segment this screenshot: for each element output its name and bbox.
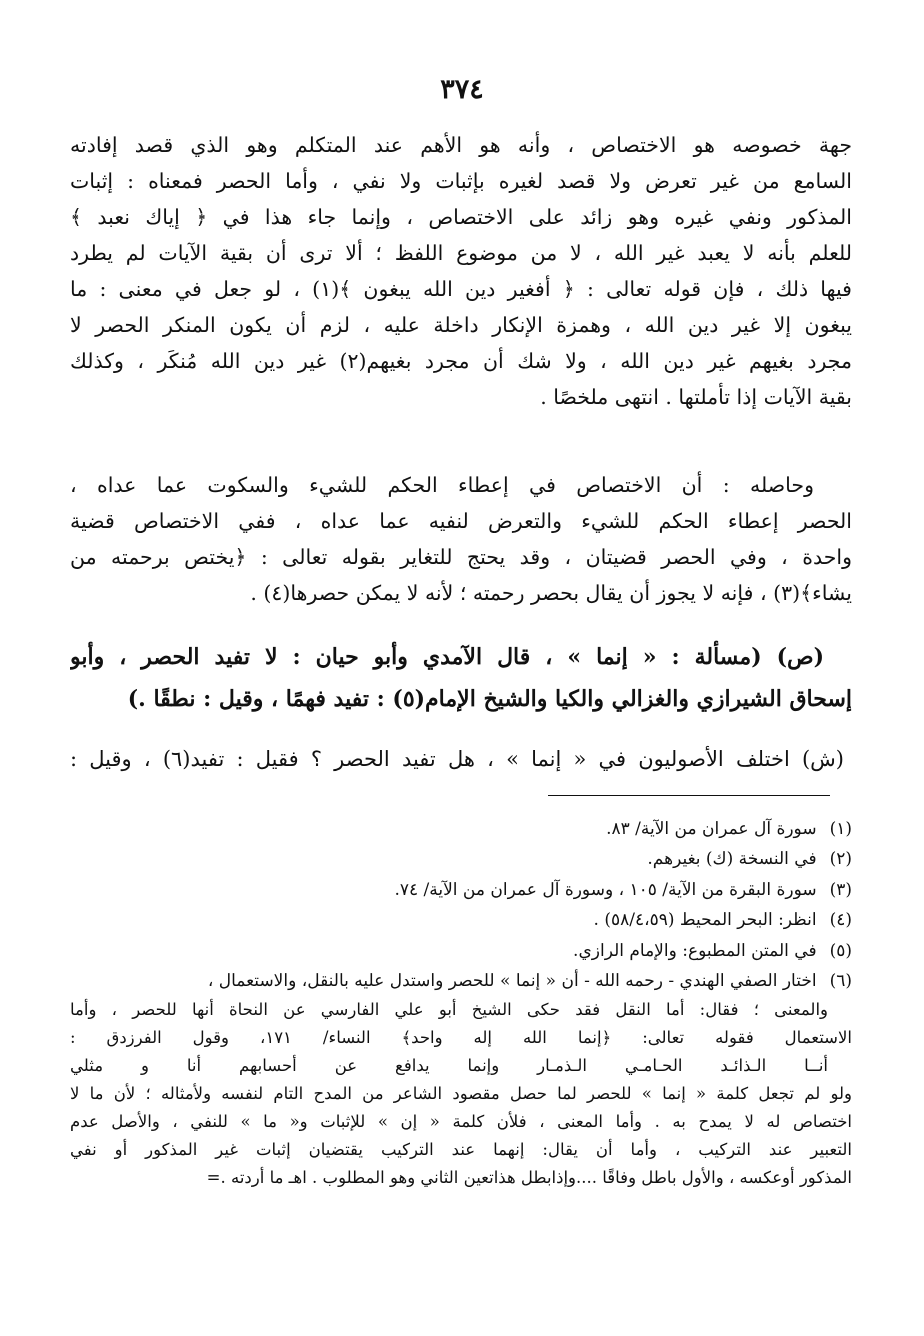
footnote-number: (٦) xyxy=(829,971,852,991)
footnote-continued-line: ولو لم تجعل كلمة « إنما » للحصر لما حصل مقصود الشاعر من المدح التام لنفسه ولأمثاله ؛ لأن ما لا xyxy=(70,1084,852,1103)
masala-line: (ص) (مسألة : « إنما » ، قال الآمدي وأبو حيان : لا تفيد الحصر ، وأبو xyxy=(70,644,824,670)
body-line: بقية الآيات إذا تأملتها . انتهى ملخصًا . xyxy=(540,385,852,409)
footnote-continued-line: اختصاص له لا يمدح به . وأما المعنى ، فلأن كلمة « إن » للإثبات و« ما » للنفي ، والأصل عدم xyxy=(70,1112,852,1131)
body-line: يبغون إلا غير دين الله ، وهمزة الإنكار داخلة عليه ، لزم أن يكون المنكر الحصر لا xyxy=(70,313,852,337)
body-line: المذكور ونفي غيره وهو زائد على الاختصاص ، وإنما جاء هذا في ﴿ إياك نعبد ﴾ xyxy=(70,205,852,229)
summary-line: وحاصله : أن الاختصاص في إعطاء الحكم للشيء والسكوت عما عداه ، xyxy=(70,473,814,497)
footnote-continued-line: التعبير عند التركيب ، وأما أن يقال: إنهما عند التركيب يقتضيان إثبات غير المذكور أو نفي xyxy=(70,1140,852,1159)
masala-line: إسحاق الشيرازي والغزالي والكيا والشيخ الإمام(٥) : تفيد فهمًا ، وقيل : نطقًا .) xyxy=(127,686,852,712)
summary-line: واحدة ، وفي الحصر قضيتان ، وقد يحتج للتغاير بقوله تعالى : ﴿يختص برحمته من xyxy=(70,545,852,569)
body-line: فيها ذلك ، فإن قوله تعالى : ﴿ أفغير دين الله يبغون ﴾(١) ، لو جعل في معنى : ما xyxy=(70,277,852,301)
footnote xyxy=(70,967,852,996)
footnote-separator xyxy=(548,795,830,796)
body-line: جهة خصوصه هو الاختصاص ، وأنه هو الأهم عند المتكلم وهو الذي قصد إفادته xyxy=(70,133,852,157)
footnote-number: (٥) xyxy=(829,941,852,961)
footnote xyxy=(70,845,852,874)
summary-line: الحصر إعطاء الحكم للشيء والتعرض لنفيه عما عداه ، ففي الاختصاص قضية xyxy=(70,509,852,533)
footnote xyxy=(70,906,852,935)
footnote-number: (٣) xyxy=(829,880,852,900)
sharh-line: (ش) اختلف الأصوليون في « إنما » ، هل تفيد الحصر ؟ فقيل : تفيد(٦) ، وقيل : xyxy=(70,747,844,771)
footnote-number: (١) xyxy=(829,819,852,839)
footnote-text: في المتن المطبوع: والإمام الرازي. xyxy=(573,941,817,961)
footnote-number: (٤) xyxy=(829,910,852,930)
footnote-continued-line: والمعنى ؛ فقال: أما النقل فقد حكى الشيخ أبو علي الفارسي عن النحاة أنها للحصر ، وأما xyxy=(70,1000,828,1019)
summary-line: يشاء﴾(٣) ، فإنه لا يجوز أن يقال بحصر رحمته ؛ لأنه لا يمكن حصرها(٤) . xyxy=(250,581,852,605)
footnote-number: (٢) xyxy=(829,849,852,869)
body-line: مجرد بغيهم غير دين الله ، ولا شك أن مجرد بغيهم(٢) غير دين الله مُنكَر ، وكذلك xyxy=(70,349,852,373)
poem-verse: أنــا الـذائـد الحـامـي الـذمـار وإنما يدافع عن أحسابهم أنا و مثلي xyxy=(70,1056,828,1075)
footnote xyxy=(70,876,852,905)
body-line: السامع من غير تعرض ولا قصد لغيره بإثبات ولا نفي ، وأما الحصر فمعناه : إثبات xyxy=(70,169,852,193)
footnote-text: انظر: البحر المحيط (٥٨/٤،٥٩) . xyxy=(593,910,817,930)
body-line: للعلم بأنه لا يعبد غير الله ، لا من موضوع اللفظ ؛ ألا ترى أن بقية الآيات لم يطرد xyxy=(70,241,852,265)
footnote-text: اختار الصفي الهندي - رحمه الله - أن « إنما » للحصر واستدل عليه بالنقل، والاستعمال ، xyxy=(207,971,817,991)
footnote xyxy=(70,937,852,966)
footnote-text: سورة البقرة من الآية/ ١٠٥ ، وسورة آل عمران من الآية/ ٧٤. xyxy=(394,880,817,900)
footnote xyxy=(70,815,852,844)
page-number: ٣٧٤ xyxy=(440,74,484,105)
footnote-continued-line: الاستعمال فقوله تعالى: ﴿إنما الله إله واحد﴾ النساء/ ١٧١، وقول الفرزدق : xyxy=(70,1028,852,1047)
footnote-text: في النسخة (ك) بغيرهم. xyxy=(647,849,817,869)
footnote-text: سورة آل عمران من الآية/ ٨٣. xyxy=(606,819,817,839)
footnote-continued-line: المذكور أوعكسه ، والأول باطل وفاقًا ....وإذابطل هذاتعين الثاني وهو المطلوب . اهـ ما أردته .= xyxy=(206,1168,852,1187)
